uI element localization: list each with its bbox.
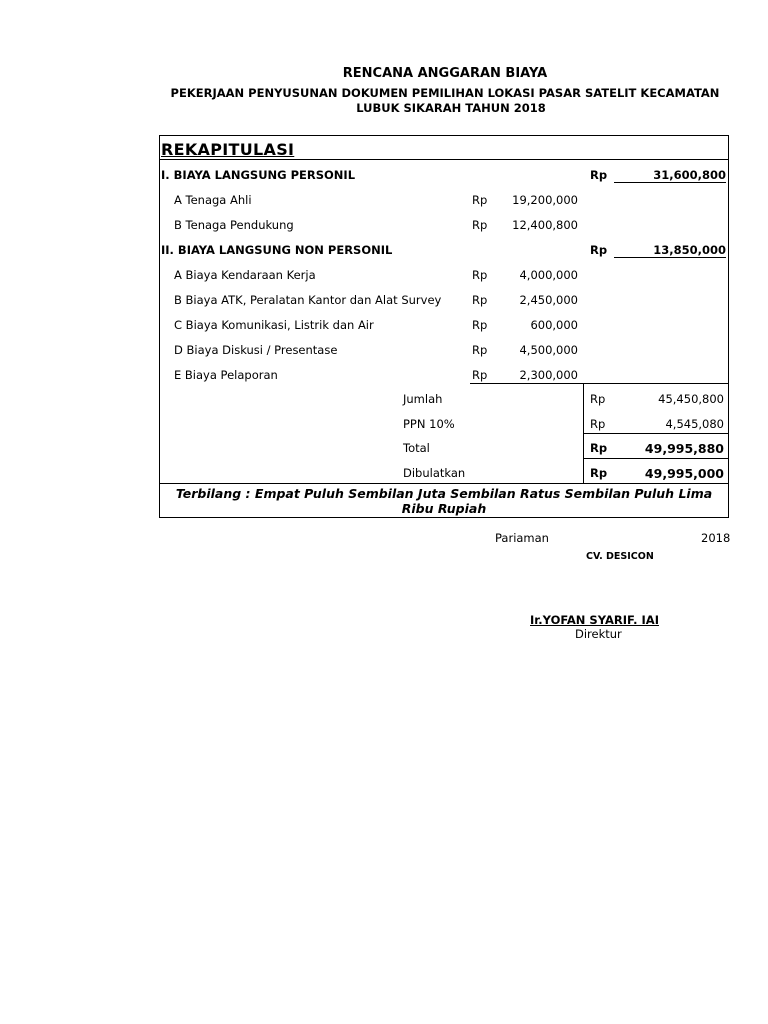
dibulatkan-label: Dibulatkan bbox=[403, 466, 466, 480]
section2-currency: Rp bbox=[590, 243, 608, 257]
jumlah-label: Jumlah bbox=[403, 392, 443, 406]
amount-in-words: Terbilang : Empat Puluh Sembilan Juta Sembilan Ratus Sembilan Puluh Lima Ribu Rupiah bbox=[175, 486, 713, 516]
section2-item-currency: Rp bbox=[472, 318, 488, 332]
section1-item-label: B Tenaga Pendukung bbox=[174, 218, 294, 232]
total-label: Total bbox=[403, 441, 430, 455]
section2-item-currency: Rp bbox=[472, 268, 488, 282]
section2-label: II. BIAYA LANGSUNG NON PERSONIL bbox=[161, 243, 393, 257]
section1-item-label: A Tenaga Ahli bbox=[174, 193, 252, 207]
section2-item-label: A Biaya Kendaraan Kerja bbox=[174, 268, 316, 282]
company-name: CV. DESICON bbox=[586, 551, 654, 562]
document-title: RENCANA ANGGARAN BIAYA bbox=[342, 66, 548, 81]
section1-item-currency: Rp bbox=[472, 193, 488, 207]
section1-label: I. BIAYA LANGSUNG PERSONIL bbox=[161, 168, 356, 182]
dibulatkan-currency: Rp bbox=[590, 466, 608, 480]
terbilang-divider bbox=[159, 483, 729, 484]
section2-total: 13,850,000 bbox=[614, 243, 726, 258]
section2-item-label: C Biaya Komunikasi, Listrik dan Air bbox=[174, 318, 374, 332]
section2-item-value: 4,000,000 bbox=[519, 268, 578, 282]
section2-item-label: B Biaya ATK, Peralatan Kantor dan Alat Survey bbox=[174, 293, 442, 307]
section1-item-value: 19,200,000 bbox=[512, 193, 578, 207]
ppn-currency: Rp bbox=[590, 417, 606, 431]
total-currency: Rp bbox=[590, 441, 608, 455]
jumlah-value: 45,450,800 bbox=[658, 392, 724, 406]
items-bottom-rule bbox=[470, 383, 583, 384]
section2-item-value: 2,300,000 bbox=[519, 368, 578, 382]
section1-currency: Rp bbox=[590, 168, 608, 182]
section2-item-label: D Biaya Diskusi / Presentase bbox=[174, 343, 338, 357]
section2-item-currency: Rp bbox=[472, 368, 488, 382]
table-heading: REKAPITULASI bbox=[161, 140, 295, 159]
section1-total: 31,600,800 bbox=[614, 168, 726, 183]
section2-item-value: 2,450,000 bbox=[519, 293, 578, 307]
total-rule bbox=[583, 433, 729, 434]
jumlah-currency: Rp bbox=[590, 392, 606, 406]
section2-item-currency: Rp bbox=[472, 293, 488, 307]
section2-item-label: E Biaya Pelaporan bbox=[174, 368, 278, 382]
section2-item-value: 600,000 bbox=[530, 318, 578, 332]
signing-place: Pariaman bbox=[495, 531, 549, 545]
section2-item-currency: Rp bbox=[472, 343, 488, 357]
dibulatkan-rule bbox=[583, 458, 729, 459]
ppn-value: 4,545,080 bbox=[665, 417, 724, 431]
document-subtitle-line2: LUBUK SIKARAH TAHUN 2018 bbox=[356, 101, 546, 115]
ppn-label: PPN 10% bbox=[403, 417, 455, 431]
dibulatkan-value: 49,995,000 bbox=[644, 466, 724, 481]
heading-divider bbox=[159, 159, 729, 160]
section1-item-currency: Rp bbox=[472, 218, 488, 232]
signatory-name: Ir.YOFAN SYARIF. IAI bbox=[530, 613, 659, 627]
signing-year: 2018 bbox=[701, 531, 731, 545]
summary-top-rule bbox=[583, 383, 729, 384]
document-subtitle-line1: PEKERJAAN PENYUSUNAN DOKUMEN PEMILIHAN LOKASI PASAR SATELIT KECAMATAN bbox=[170, 86, 720, 100]
signatory-title: Direktur bbox=[575, 627, 622, 641]
total-value: 49,995,880 bbox=[644, 441, 724, 456]
section2-item-value: 4,500,000 bbox=[519, 343, 578, 357]
section1-item-value: 12,400,800 bbox=[512, 218, 578, 232]
